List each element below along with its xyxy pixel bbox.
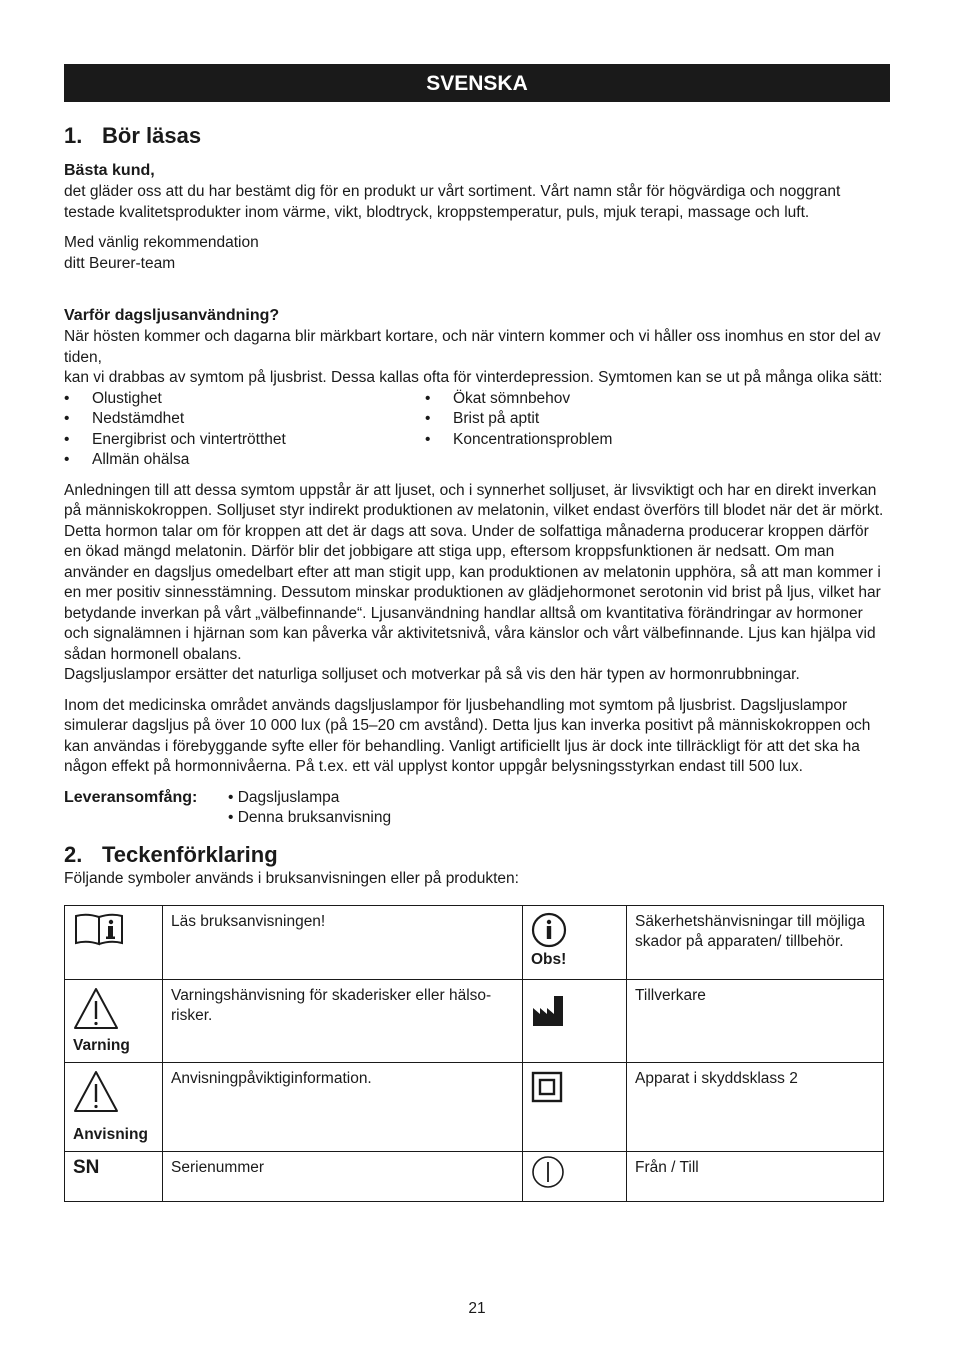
table-row <box>65 1063 884 1152</box>
symbol-label: Obs! <box>531 951 567 968</box>
section-2-heading <box>64 841 890 869</box>
list-item: • Denna bruksanvisning <box>228 808 391 829</box>
delivery-scope <box>64 788 890 829</box>
symbol-description: Tillverkare <box>627 980 884 1063</box>
table-row <box>65 980 884 1063</box>
section-2-title: Teckenförklaring <box>102 841 278 867</box>
list-item: • Koncentrationsproblem <box>425 430 890 451</box>
language-header: SVENSKA <box>64 64 890 102</box>
section-1-heading <box>64 122 890 150</box>
symbol-description: Säkerhetshänvisningar till möjliga skador på apparaten/ tillbehör. <box>627 906 884 980</box>
symbol-description: Apparat i skyddsklass 2 <box>627 1063 884 1152</box>
symbol-cell <box>65 980 163 1063</box>
info-circle-icon <box>531 912 567 948</box>
why-text-2: kan vi drabbas av symtom på ljusbrist. Dessa kallas ofta för vinterdepression. Symtomen kan se ut på många olika sätt: <box>64 369 883 386</box>
symbol-cell <box>65 1063 163 1152</box>
symbol-cell <box>65 906 163 980</box>
read-manual-icon <box>73 912 125 946</box>
delivery-label: Leveransomfång: <box>64 788 198 806</box>
symbol-table <box>64 905 884 1202</box>
list-item: • Nedstämdhet <box>64 409 425 430</box>
symbol-description: Från / Till <box>627 1152 884 1202</box>
greeting: Bästa kund, <box>64 162 155 179</box>
protection-class-2-icon <box>531 1071 563 1103</box>
body-paragraph-2: Inom det medicinska området används dagsljuslampor för ljusbehandling mot symtom på ljusbrist. Dagsljuslampor simulerar dagsljus på över 10 000 lux (på 15–20 cm avstånd). Detta ljus kan inverka positivt på människokroppen och kan användas i förebyggande syfte eller för behandling. Vanligt artificiellt ljus är dock inte tillräckligt för att det ska ha någon effekt på hormonnivåerna. På t.ex. ett väl upplyst kontor uppgår belysningsstyrkan endast till 500 lux. <box>64 696 871 775</box>
body-paragraph-1b: Dagsljuslampor ersätter det naturliga solljuset och motverkar på så vis den här typen av hormonrubbningar. <box>64 666 800 683</box>
symbols-intro: Följande symboler används i bruksanvisningen eller på produkten: <box>64 869 519 887</box>
warning-triangle-icon <box>73 1069 119 1113</box>
symbol-description: Serienummer <box>163 1152 523 1202</box>
symbol-cell <box>523 1152 627 1202</box>
page-number: 21 <box>468 1300 486 1317</box>
table-row <box>65 906 884 980</box>
symptom-list <box>64 389 890 471</box>
list-item: • Dagsljuslampa <box>228 788 391 809</box>
symbol-label: Varning <box>73 1037 130 1054</box>
page-content <box>64 122 890 1202</box>
serial-number-icon: SN <box>73 1157 100 1178</box>
symbol-description: Anvisningpåviktiginformation. <box>163 1063 523 1152</box>
closing-line-2: ditt Beurer-team <box>64 254 176 272</box>
symbol-cell <box>523 906 627 980</box>
delivery-items <box>228 788 391 829</box>
intro-paragraph: det gläder oss att du har bestämt dig för en produkt ur vårt sortiment. Vårt namn står för högvärdiga och noggrant testade kvalitetsprodukter inom värme, vikt, blodtryck, kroppstemperatur, puls, mjuk terapi, massage och luft. <box>64 183 841 221</box>
symbol-cell <box>65 1152 163 1202</box>
list-item: • Energibrist och vintertrötthet <box>64 430 425 451</box>
section-1-number: 1. <box>64 123 83 148</box>
why-text-1: När hösten kommer och dagarna blir märkbart kortare, och när vintern kommer och vi håller oss inomhus en stor del av tiden, <box>64 328 881 366</box>
table-row <box>65 1152 884 1202</box>
list-item: • Olustighet <box>64 389 425 410</box>
symbol-description: Varningshänvisning för skaderisker eller hälsorisker. <box>163 980 523 1063</box>
section-1-title: Bör läsas <box>102 123 202 148</box>
warning-triangle-icon <box>73 986 119 1030</box>
list-item: • Ökat sömnbehov <box>425 389 890 410</box>
list-item: • Brist på aptit <box>425 409 890 430</box>
symbol-label: Anvisning <box>73 1126 148 1143</box>
symbol-cell <box>523 980 627 1063</box>
list-item: • Allmän ohälsa <box>64 450 425 471</box>
power-switch-icon <box>531 1155 565 1189</box>
why-heading: Varför dagsljusanvändning? <box>64 307 280 324</box>
body-paragraph-1: Anledningen till att dessa symtom uppstår är att ljuset, och i synnerhet solljuset, är livsviktigt och har en direkt inverkan på människokroppen. Solljuset styr indirekt produktionen av melatonin, vilket endast överförs till blodet när det är mörkt. Detta hormon talar om för kroppen att det är dags att sova. Under de solfattiga månaderna producerar kroppen därför en ökad mängd melatonin. Därför blir det jobbigare att stiga upp, eftersom kroppsfunktionen är nedsatt. Om man använder en dagsljus omedelbart efter att man stigit upp, kan produktionen av melatonin upphöra, så att man kommer i en mer positiv sinnesstämning. Dessutom minskar produktionen av glädjehormonet serotonin vid brist på ljus, vilket har betydande inverkan på vårt „välbefinnande“. Ljusanvändning handlar alltså om kvantitativa förändringar av hormoner och signalämnen i hjärnan som kan påverka vår aktivitetsnivå, våra känslor och vårt välbefinnande. Ljus kan hjälpa vid sådan hormonell obalans. <box>64 481 884 663</box>
symbol-description: Läs bruksanvisningen! <box>163 906 523 980</box>
section-2-number: 2. <box>64 841 83 867</box>
symbol-cell <box>523 1063 627 1152</box>
closing-line-1: Med vänlig rekommendation <box>64 234 259 251</box>
manufacturer-icon <box>531 994 565 1028</box>
